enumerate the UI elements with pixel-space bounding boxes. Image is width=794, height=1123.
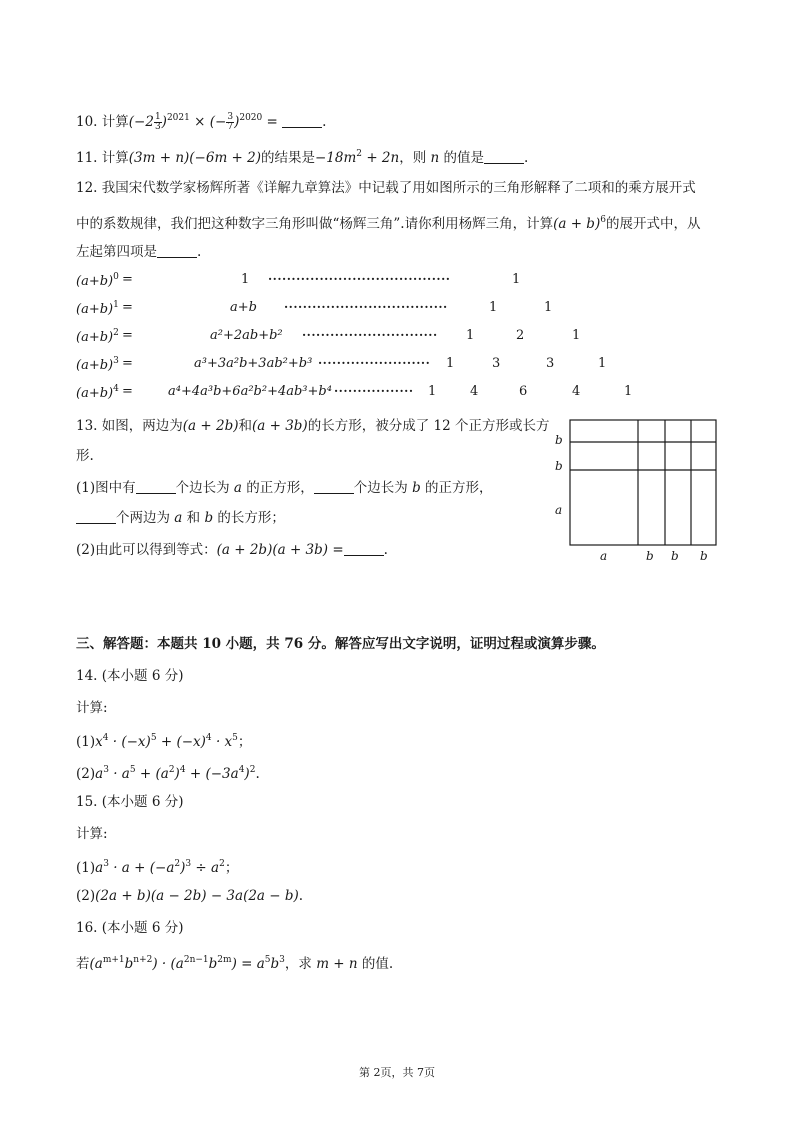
rectangle-figure xyxy=(548,415,728,565)
question-15-part1: $(1)a^3 \cdot a + (-a^2)^3 \div a^2$； xyxy=(76,859,239,876)
question-15-prompt: 计算: xyxy=(76,826,108,842)
question-13-line1: 13. 如图，两边为(a + 2b)和(a + 3b)的长方形，被分成了 12 个正方形或长方 xyxy=(76,418,550,434)
question-12-line3: 左起第四项是 . xyxy=(76,244,202,260)
answer-blank[interactable] xyxy=(344,541,384,556)
answer-blank[interactable] xyxy=(136,479,176,494)
figure-label: a xyxy=(555,503,563,517)
question-10: 10. 计算(−2 $\frac{1}{3}$ )$^{2021}$ × (− $\frac{3}{7}$ )$^{2020}$ = . xyxy=(76,112,327,132)
question-16-title: 16. (本小题 6 分) xyxy=(76,920,184,936)
figure-label: b xyxy=(646,549,654,563)
answer-blank[interactable] xyxy=(484,149,524,164)
question-13-line3: (1)图中有 个边长为 a 的正方形， 个边长为 b 的正方形， xyxy=(76,480,493,496)
answer-blank[interactable] xyxy=(314,479,354,494)
triangle-row: $(a+b)^0$ = 1 ······································· 1 xyxy=(76,272,521,289)
question-14-part2: $(2)a^3 \cdot a^5 + (a^2)^4 + (-3a^4)^2$. xyxy=(76,765,260,782)
question-16-body: 若$(a^{m+1}b^{n+2}) \cdot (a^{2n-1}b^{2m}) = a^5b^3$，求 m + n 的值. xyxy=(76,955,394,972)
figure-label: b xyxy=(700,549,708,563)
question-15-title: 15. (本小题 6 分) xyxy=(76,794,184,810)
answer-blank[interactable] xyxy=(157,243,197,258)
figure-label: b xyxy=(555,459,563,473)
question-13-line4: 个两边为 a 和 b 的长方形； xyxy=(76,508,285,528)
question-12-line1: 12. 我国宋代数学家杨辉所著《详解九章算法》中记载了用如图所示的三角形解释了二项和的乘方展开式 xyxy=(76,180,696,196)
triangle-row: $(a+b)^4$ = a⁴+4a³b+6a²b²+4ab³+b⁴ ················· 1 4 6 4 1 xyxy=(76,384,633,401)
question-11: 11. 计算(3m + n)(−6m + 2)的结果是$-18m^2 + 2n$，则 n 的值是 . xyxy=(76,149,529,166)
question-13-line2: 形. xyxy=(76,448,94,464)
figure-label: a xyxy=(600,549,608,563)
question-14-part1: $(1)x^4 \cdot (-x)^5 + (-x)^4 \cdot x^5$； xyxy=(76,733,252,750)
question-14-title: 14. (本小题 6 分) xyxy=(76,668,184,684)
figure-label: b xyxy=(671,549,679,563)
question-12-line2: 中的系数规律，我们把这种数字三角形叫做“杨辉三角”.请你利用杨辉三角，计算$(a + b)^6$的展开式中，从 xyxy=(76,215,701,232)
question-13-line5: (2)由此可以得到等式：(a + 2b)(a + 3b) = . xyxy=(76,542,388,558)
figure-label: b xyxy=(555,433,563,447)
answer-blank[interactable] xyxy=(282,113,322,128)
answer-blank[interactable] xyxy=(76,509,116,524)
question-14-prompt: 计算: xyxy=(76,700,108,716)
triangle-row: $(a+b)^3$ = a³+3a²b+3ab²+b³ ························ 1 3 3 1 xyxy=(76,356,607,373)
question-15-part2: (2)(2a + b)(a − 2b) − 3a(2a − b). xyxy=(76,888,304,904)
page-footer: 第 2页，共 7页 xyxy=(359,1066,435,1079)
triangle-row: $(a+b)^1$ = a+b ··································· 1 1 xyxy=(76,300,553,317)
triangle-row: $(a+b)^2$ = a²+2ab+b² ····························· 1 2 1 xyxy=(76,328,581,345)
section-heading: 三、解答题：本题共 10 小题，共 76 分。解答应写出文字说明，证明过程或演算步骤。 xyxy=(76,636,605,652)
